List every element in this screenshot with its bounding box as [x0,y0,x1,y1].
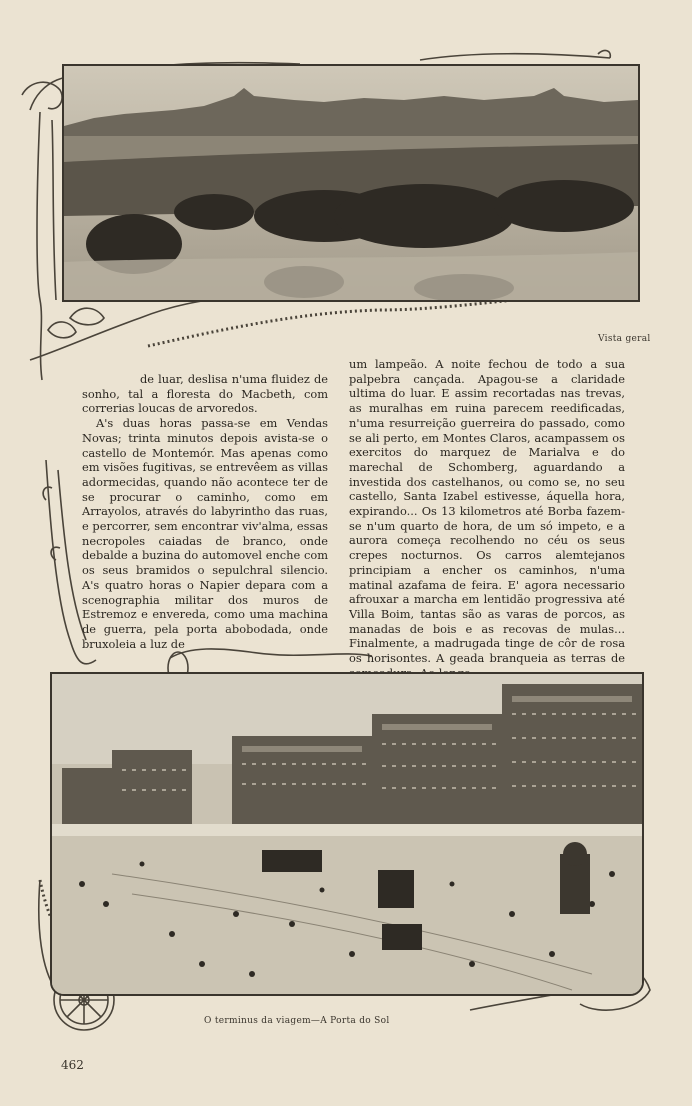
city-square-photo [50,672,644,996]
text-column-right [349,357,625,680]
bottom-photo-caption: O terminus da viagem—A Porta do Sol [204,1016,390,1026]
panorama-photo [62,64,640,302]
paragraph: A's duas horas passa-se em Vendas Novas; trinta minutos depois avista-se o castello de Montemór. Mas apenas como em visões fugitivas, se entrevêem as villas adormecidas, quando não acontece ter de se procurar o caminho, como em Arrayolos, através do labyrintho das ruas, e percorrer, sem encontrar viv'alma, essas necropoles caiadas de branco, onde debalde a buzina do automovel enche com os seus bramidos o sepulchral silencio. A's quatro horas o Napier depara com a scenographia militar dos muros de Estremoz e envereda, como uma machina de guerra, pela porta abobodada, onde bruxoleia a luz de [82,416,328,651]
page-number: 462 [61,1058,84,1072]
top-photo-caption: Vista geral [598,334,651,344]
paragraph: um lampeão. A noite fechou de todo a sua palpebra cançada. Apagou-se a claridade ultima do luar. E assim recortadas nas trevas, as muralhas em ruina parecem reedificadas, n'uma resurreição guerreira do passado, como se ali perto, em Montes Claros, acampassem os exercitos do marquez de Marialva e do marechal de Schomberg, aguardando a investida dos castelhanos, ou como se, no seu castello, Santa Izabel estivesse, áquella hora, expirando... Os 13 kilometros até Borba fazem-se n'um quarto de hora, de um só impeto, e a aurora começa recolhendo no céu os seus crepes nocturnos. Os carros alemtejanos principiam a encher os caminhos, n'uma matinal azafama de feira. E' agora necessario afrouxar a marcha em lentidão progressiva até Villa Boim, tantas são as varas de porcos, as manadas de bois e as recovas de mulas... Finalmente, a madrugada tinge de côr de rosa os horisontes. A geada branqueia as terras de [349,357,625,666]
paragraph: de luar, deslisa n'uma fluidez de sonho, tal a floresta do Macbeth, com correrias loucas de arvoredos. [82,372,328,416]
text-column-left [82,372,328,651]
